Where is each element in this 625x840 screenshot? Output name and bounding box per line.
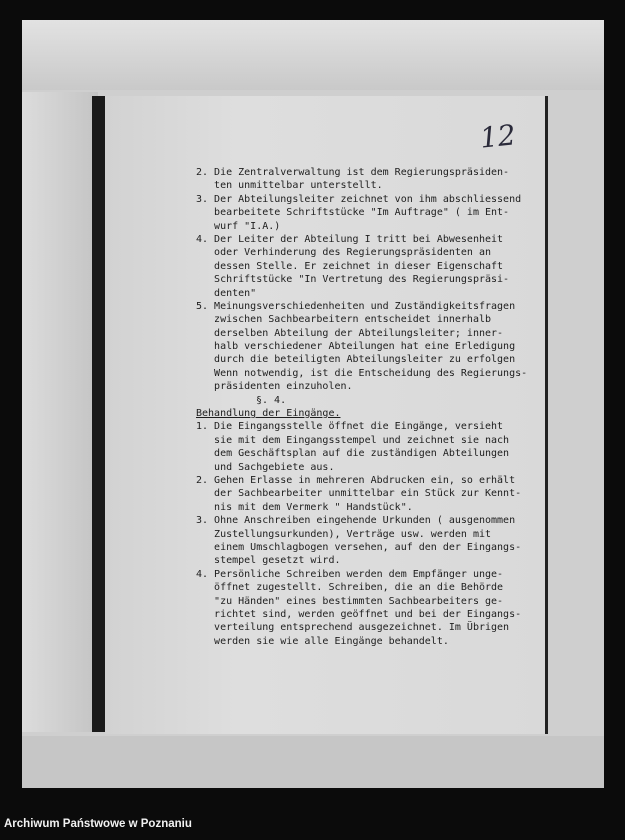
text-line: stempel gesetzt wird. [196, 555, 341, 567]
text-line: 3. Ohne Anschreiben eingehende Urkunden ( ausgenommen [196, 515, 516, 527]
text-line: sie mit dem Eingangsstempel und zeichnet sie nach [196, 434, 510, 446]
text-line: derselben Abteilung der Abteilungsleiter; inner- [196, 327, 504, 339]
text-line: dessen Stelle. Er zeichnet in dieser Eigenschaft [196, 260, 504, 272]
text-line: öffnet zugestellt. Schreiben, die an die Behörde [196, 582, 504, 594]
facing-page [22, 92, 98, 732]
handwritten-folio-number: 12 [478, 118, 518, 155]
binding-spine [92, 96, 106, 732]
text-line: 1. Die Eingangsstelle öffnet die Eingänge, versieht [196, 421, 504, 433]
text-line: nis mit dem Vermerk " Handstück". [196, 501, 413, 513]
text-line: oder Verhinderung des Regierungspräsidenten an [196, 247, 492, 259]
text-line: denten" [196, 287, 257, 299]
text-line: der Sachbearbeiter unmittelbar ein Stück zur Kennt- [196, 488, 522, 500]
numbered-paragraph [196, 233, 527, 300]
numbered-paragraph [196, 420, 527, 474]
numbered-paragraph [196, 193, 527, 233]
numbered-paragraph [196, 568, 527, 648]
text-line: Behandlung der Eingänge. [196, 408, 341, 420]
text-line: 3. Der Abteilungsleiter zeichnet von ihm abschliessend [196, 193, 522, 205]
mount-bottom-strip [22, 736, 604, 788]
numbered-paragraph [196, 514, 527, 568]
text-line: halb verschiedener Abteilungen hat eine Erledigung [196, 341, 516, 353]
mount-top-sheet [22, 20, 604, 90]
numbered-paragraph [196, 166, 527, 193]
text-line: 4. Persönliche Schreiben werden dem Empfänger unge- [196, 568, 504, 580]
text-line: Schriftstücke "In Vertretung des Regierungspräsi- [196, 274, 510, 286]
text-line: und Sachgebiete aus. [196, 461, 335, 473]
text-line: §. 4. [256, 394, 287, 406]
text-line: Zustellungsurkunden), Verträge usw. werden mit [196, 528, 492, 540]
text-line: einem Umschlagbogen versehen, auf den der Eingangs- [196, 541, 522, 553]
text-line: verteilung entsprechend ausgezeichnet. Im Übrigen [196, 622, 510, 634]
text-line: 2. Gehen Erlasse in mehreren Abdrucken ein, so erhält [196, 474, 516, 486]
numbered-paragraph [196, 474, 527, 514]
text-line: bearbeitete Schriftstücke "Im Auftrage" ( im Ent- [196, 207, 510, 219]
archive-caption: Archiwum Państwowe w Poznaniu [4, 818, 192, 830]
text-line: 4. Der Leiter der Abteilung I tritt bei Abwesenheit [196, 233, 504, 245]
text-line: 5. Meinungsverschiedenheiten und Zuständigkeitsfragen [196, 300, 516, 312]
section-number [196, 394, 527, 407]
text-line: ten unmittelbar unterstellt. [196, 180, 383, 192]
text-line: präsidenten einzuholen. [196, 381, 353, 393]
typewritten-text [196, 166, 527, 648]
text-line: "zu Händen" eines bestimmten Sachbearbeiters ge- [196, 595, 504, 607]
numbered-paragraph [196, 300, 527, 394]
text-line: werden sie wie alle Eingänge behandelt. [196, 635, 449, 647]
text-line: zwischen Sachbearbeitern entscheidet innerhalb [196, 314, 492, 326]
text-line: dem Geschäftsplan auf die zuständigen Abteilungen [196, 448, 510, 460]
text-line: 2. Die Zentralverwaltung ist dem Regierungspräsiden- [196, 167, 510, 178]
text-line: durch die beteiligten Abteilungsleiter zu erfolgen [196, 354, 516, 366]
text-line: wurf "I.A.) [196, 220, 281, 232]
section-heading [196, 407, 527, 420]
text-line: Wenn notwendig, ist die Entscheidung des Regierungs- [196, 367, 528, 379]
text-line: richtet sind, werden geöffnet und bei der Eingangs- [196, 608, 522, 620]
